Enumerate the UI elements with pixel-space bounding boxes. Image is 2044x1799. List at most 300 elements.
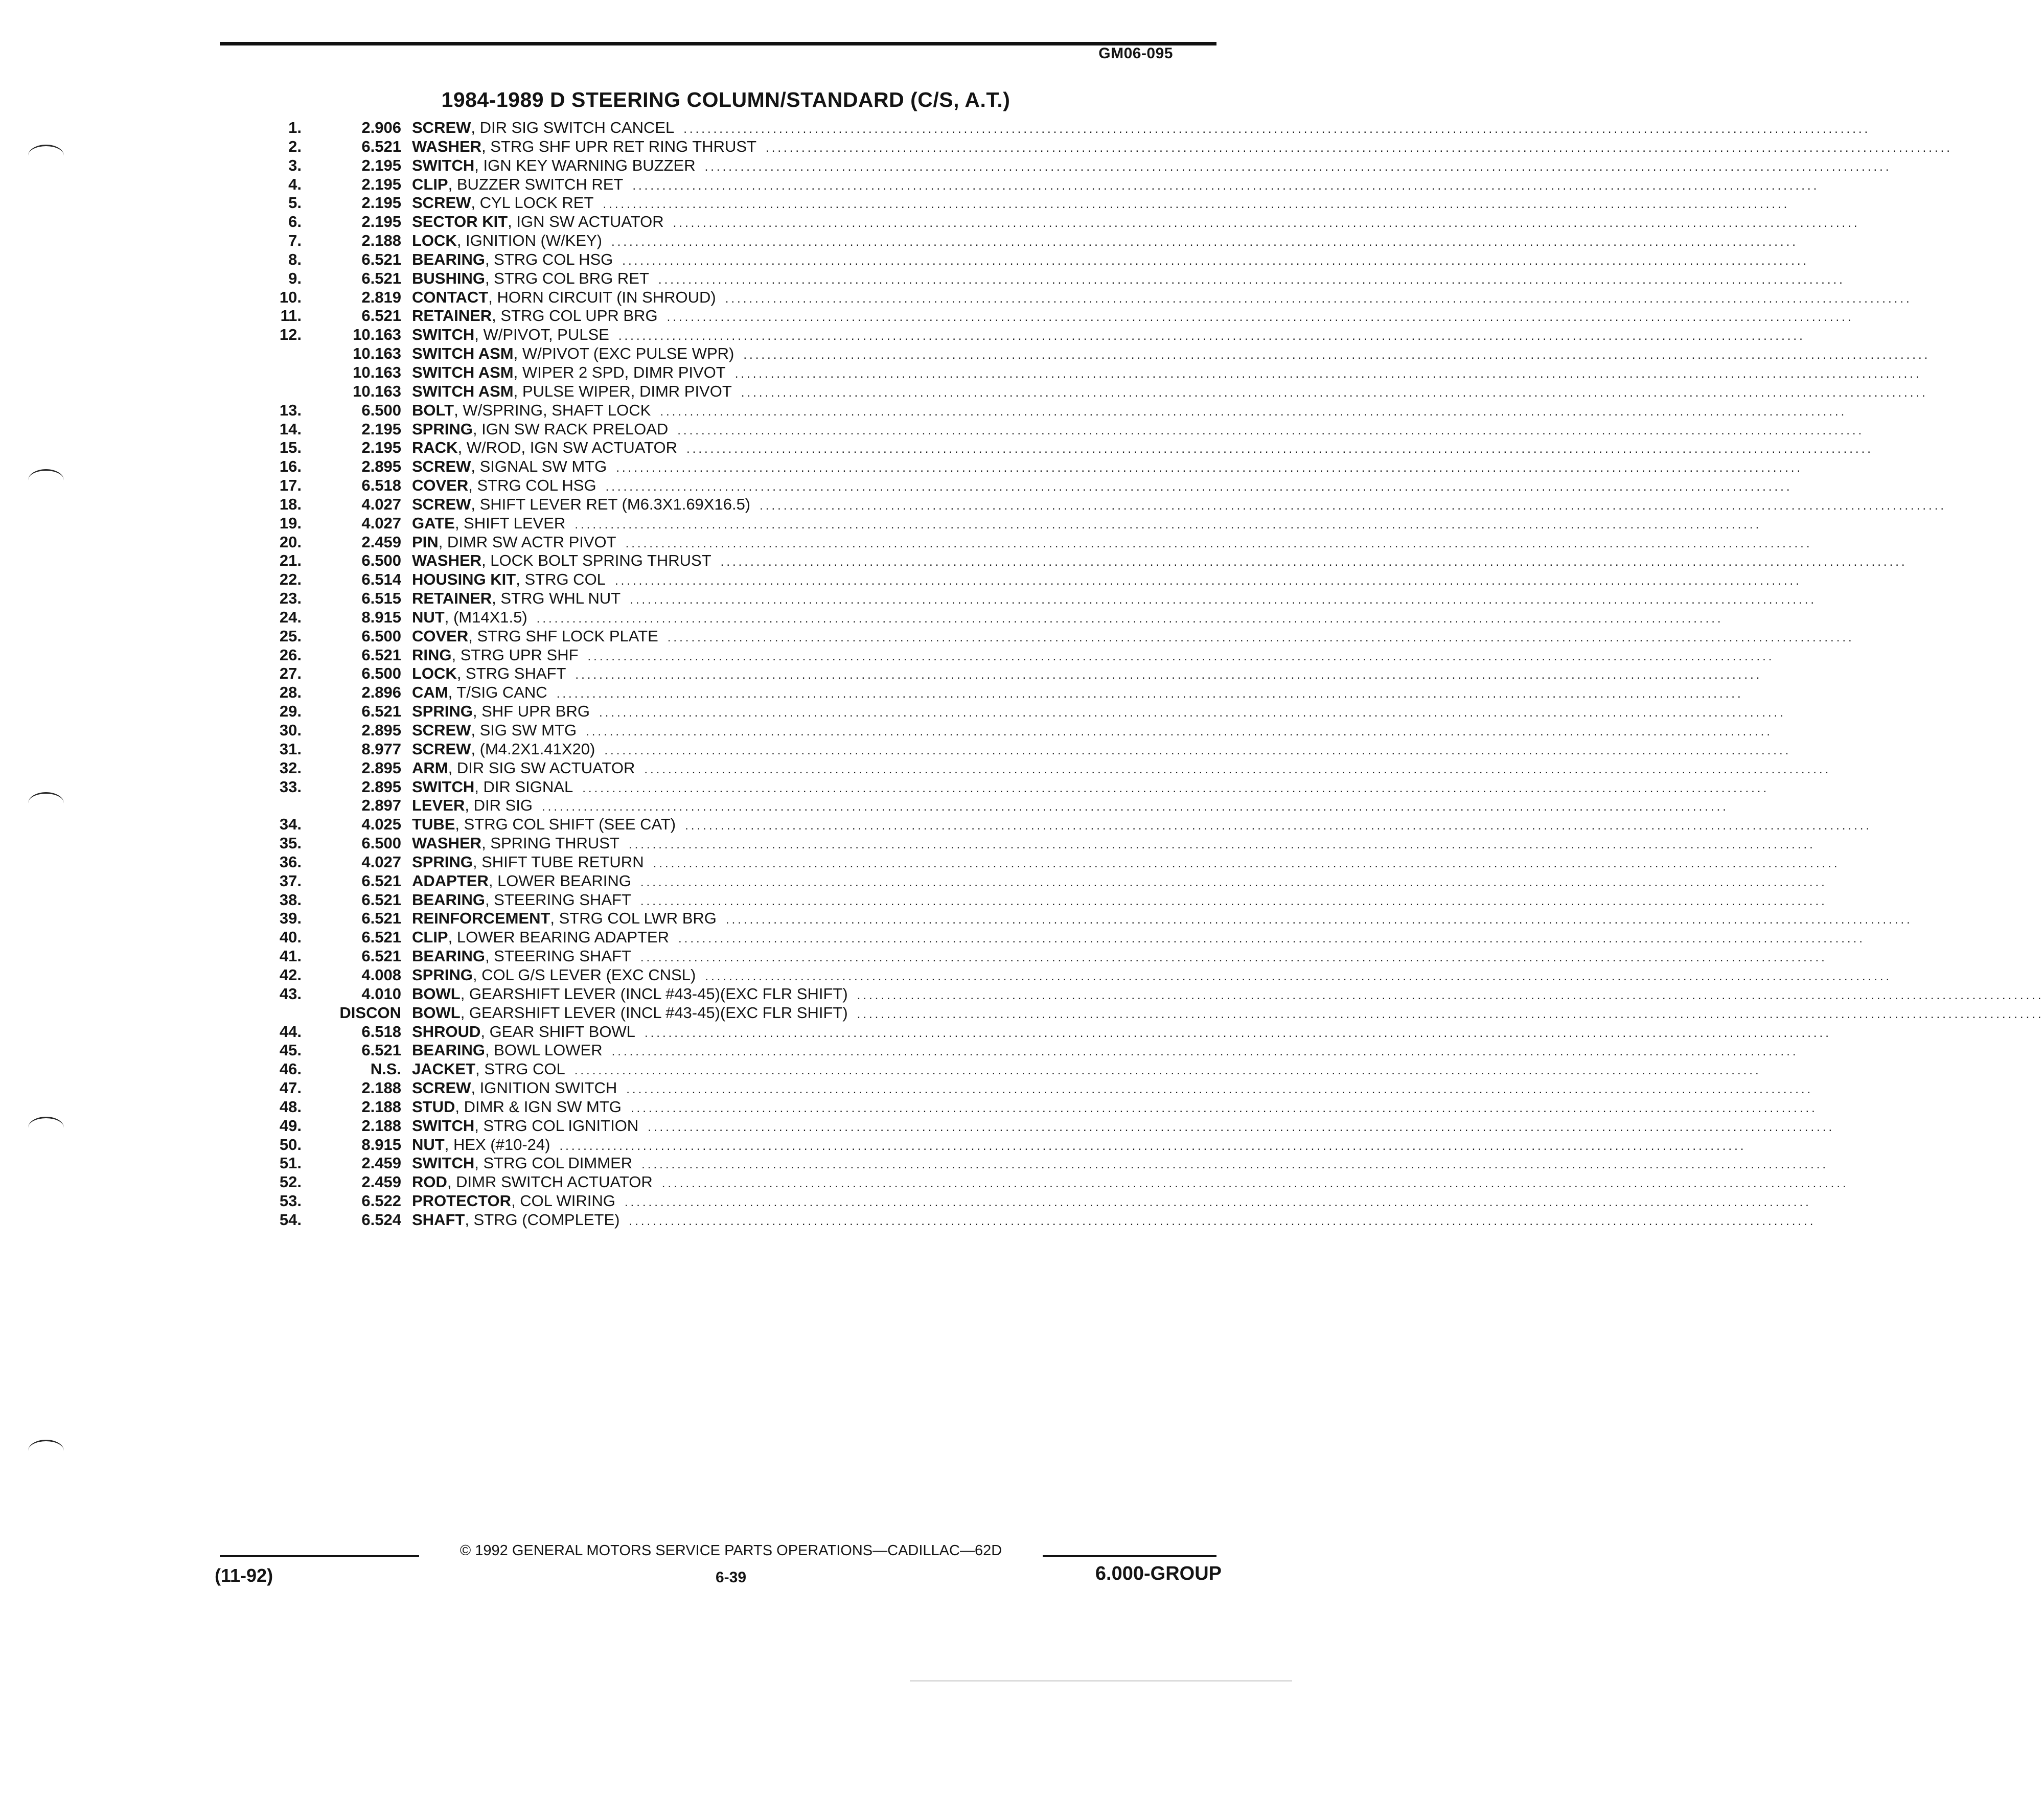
part-detail: , IGN KEY WARNING BUZZER	[474, 156, 696, 174]
part-description	[412, 533, 1812, 553]
item-number: 24.	[279, 608, 302, 626]
part-detail: , STRG COL HSG	[485, 250, 613, 268]
part-name: SWITCH	[412, 1116, 475, 1135]
part-name: TUBE	[412, 815, 455, 834]
part-name: BEARING	[412, 890, 485, 909]
dot-leader: .......................................................................................................................................................................................................	[605, 480, 1793, 494]
part-description	[412, 119, 1871, 139]
dot-leader: .......................................................................................................................................................................................................	[628, 838, 1816, 852]
part-description	[412, 815, 1872, 835]
dot-leader: .......................................................................................................................................................................................................	[559, 1139, 1747, 1153]
part-detail: , BOWL LOWER	[485, 1041, 603, 1059]
group-number: 10.163	[353, 326, 401, 344]
part-detail: , STEERING SHAFT	[485, 947, 631, 965]
group-number: 6.521	[361, 1041, 401, 1059]
item-number: 40.	[279, 928, 302, 947]
part-detail: , IGN SW RACK PRELOAD	[472, 420, 669, 438]
part-description	[412, 194, 1790, 214]
part-detail: , (M4.2X1.41X20)	[471, 740, 595, 758]
item-number: 25.	[279, 627, 302, 645]
part-detail: , IGNITION (W/KEY)	[456, 232, 602, 250]
part-detail: , SIG SW MTG	[471, 721, 577, 739]
part-detail: , SHIFT LEVER RET (M6.3X1.69X16.5)	[471, 495, 751, 513]
item-number: 41.	[279, 947, 302, 965]
item-number: 29.	[279, 702, 302, 721]
part-detail: , DIMR SWITCH ACTUATOR	[447, 1173, 653, 1191]
item-number: 7.	[288, 232, 302, 250]
parts-row	[240, 551, 1908, 570]
part-name: BOLT	[412, 401, 454, 419]
part-description	[412, 1097, 1818, 1118]
group-number: 6.518	[361, 1022, 401, 1041]
parts-row	[240, 476, 1793, 495]
part-name: SPRING	[412, 852, 473, 871]
item-number: 51.	[279, 1154, 302, 1172]
group-number: 2.895	[361, 777, 401, 796]
item-number: 6.	[288, 213, 302, 231]
part-detail: , STRG COL LWR BRG	[550, 909, 717, 928]
parts-row	[240, 269, 1845, 288]
part-detail: , STEERING SHAFT	[485, 890, 631, 909]
dot-leader: .......................................................................................................................................................................................................	[660, 404, 1847, 419]
part-description	[412, 777, 1770, 798]
part-description	[412, 1116, 1835, 1137]
part-detail: , W/SPRING, SHAFT LOCK	[454, 401, 651, 419]
part-detail: , (M14X1.5)	[444, 608, 527, 626]
part-name: NUT	[412, 1135, 445, 1154]
item-number: 44.	[279, 1022, 302, 1041]
dot-leader: .......................................................................................................................................................................................................	[632, 178, 1820, 193]
part-name: SCREW	[412, 740, 471, 758]
part-description	[412, 1154, 1829, 1174]
parts-row	[240, 1060, 1761, 1079]
parts-row	[240, 119, 1871, 137]
item-number: 26.	[279, 645, 302, 664]
part-detail: , STRG COL SHIFT (SEE CAT)	[455, 815, 676, 834]
group-number: 4.027	[361, 514, 401, 532]
group-number: 6.515	[361, 589, 401, 608]
part-detail: , STRG SHF UPR RET RING THRUST	[481, 137, 757, 155]
dot-leader: .......................................................................................................................................................................................................	[677, 423, 1865, 437]
group-number: 2.895	[361, 457, 401, 476]
part-name: LOCK	[412, 232, 457, 250]
dot-leader: .......................................................................................................................................................................................................	[626, 1082, 1813, 1097]
part-detail: , SPRING THRUST	[481, 834, 619, 852]
part-description	[412, 1192, 1811, 1212]
part-detail: , STRG COL HSG	[468, 476, 596, 495]
part-detail: , DIMR SW ACTR PIVOT	[438, 533, 616, 551]
parts-row	[240, 645, 1775, 665]
parts-row	[240, 1041, 1799, 1060]
part-detail: , STRG COL	[475, 1060, 565, 1078]
parts-row	[240, 250, 1809, 269]
part-name: WASHER	[412, 137, 482, 155]
group-number: 6.521	[361, 645, 401, 664]
dot-leader: .......................................................................................................................................................................................................	[667, 310, 1854, 325]
copyright-line: © 1992 GENERAL MOTORS SERVICE PARTS OPERATIONS—CADILLAC—62D	[460, 1542, 1002, 1559]
part-description	[412, 514, 1762, 534]
part-description	[412, 439, 1873, 458]
dot-leader: .......................................................................................................................................................................................................	[667, 630, 1854, 644]
item-number: 8.	[288, 250, 302, 268]
part-detail: , STRG UPR SHF	[451, 645, 579, 664]
dot-leader: .......................................................................................................................................................................................................	[574, 1064, 1761, 1078]
item-number: 30.	[279, 721, 302, 739]
part-name: SPRING	[412, 702, 473, 721]
item-number: 15.	[279, 439, 302, 457]
part-name: SCREW	[412, 457, 471, 476]
item-number: 3.	[288, 156, 302, 174]
dot-leader: .......................................................................................................................................................................................................	[586, 725, 1773, 739]
part-description	[412, 834, 1816, 854]
page-title: 1984-1989 D STEERING COLUMN/STANDARD (C/S, A.T.)	[441, 88, 1010, 111]
part-name: REINFORCEMENT	[412, 909, 550, 928]
group-number: 6.518	[361, 476, 401, 495]
group-number: 6.500	[361, 627, 401, 645]
part-detail: , STRG COL UPR BRG	[492, 307, 658, 325]
group-number: 2.195	[361, 213, 401, 231]
group-number: 4.025	[361, 815, 401, 834]
group-number: 6.514	[361, 570, 401, 589]
part-detail: , SHIFT LEVER	[454, 514, 566, 532]
part-detail: , HEX (#10-24)	[444, 1135, 550, 1154]
part-name: SWITCH	[412, 777, 475, 796]
parts-row	[240, 1210, 1816, 1230]
group-number: 6.521	[361, 909, 401, 928]
dot-leader: .......................................................................................................................................................................................................	[857, 988, 2044, 1002]
dot-leader: .......................................................................................................................................................................................................	[720, 555, 1908, 569]
part-description	[412, 269, 1845, 289]
group-number: 2.895	[361, 758, 401, 777]
group-number: 6.521	[361, 250, 401, 268]
part-description	[412, 137, 1953, 157]
part-detail: , GEARSHIFT LEVER (INCL #43-45)(EXC FLR SHIFT)	[460, 984, 848, 1003]
dot-leader: .......................................................................................................................................................................................................	[603, 197, 1790, 212]
part-description	[412, 965, 1892, 986]
part-description	[412, 758, 1831, 779]
parts-row	[240, 1097, 1818, 1117]
part-name: PIN	[412, 533, 439, 551]
parts-row	[240, 834, 1816, 853]
document-code: GM06-095	[1098, 45, 1173, 62]
group-number: 8.915	[361, 608, 401, 626]
group-number: 2.188	[361, 1097, 401, 1116]
parts-row	[240, 1003, 2044, 1023]
part-detail: , LOWER BEARING	[488, 871, 631, 890]
part-name: PROTECTOR	[412, 1192, 512, 1210]
parts-row	[240, 589, 1817, 608]
part-description	[412, 909, 1913, 929]
dot-leader: .......................................................................................................................................................................................................	[618, 329, 1805, 343]
item-number: 21.	[279, 551, 302, 570]
part-description	[412, 1173, 1849, 1193]
group-number: 4.027	[361, 852, 401, 871]
group-number: 6.521	[361, 702, 401, 721]
part-name: SCREW	[412, 1079, 471, 1097]
part-detail: , W/PIVOT, PULSE	[474, 326, 609, 344]
item-number: 23.	[279, 589, 302, 608]
part-name: CLIP	[412, 928, 448, 947]
item-number: 36.	[279, 852, 302, 871]
item-number: 16.	[279, 457, 302, 476]
part-description	[412, 156, 1892, 176]
item-number: 19.	[279, 514, 302, 532]
part-detail: , LOCK BOLT SPRING THRUST	[481, 551, 711, 570]
part-detail: , GEARSHIFT LEVER (INCL #43-45)(EXC FLR SHIFT)	[460, 1003, 848, 1022]
part-description	[412, 947, 1827, 967]
part-description	[412, 382, 1928, 402]
part-name: RACK	[412, 439, 458, 457]
part-description	[412, 250, 1809, 270]
binder-hole-mark	[28, 792, 64, 814]
dot-leader: .......................................................................................................................................................................................................	[630, 593, 1817, 607]
part-detail: , DIR SIGNAL	[474, 777, 573, 796]
part-name: SHAFT	[412, 1210, 465, 1229]
part-description	[412, 890, 1827, 911]
part-detail: , STRG (COMPLETE)	[465, 1210, 620, 1229]
parts-row	[240, 420, 1865, 439]
part-description	[412, 852, 1840, 873]
part-name: LEVER	[412, 796, 465, 815]
dot-leader: .......................................................................................................................................................................................................	[575, 517, 1762, 532]
parts-row	[240, 947, 1827, 966]
parts-row	[240, 608, 1724, 627]
item-number: 48.	[279, 1097, 302, 1116]
group-code: 6.000-GROUP	[1095, 1563, 1222, 1584]
part-detail: , HORN CIRCUIT (IN SHROUD)	[488, 288, 716, 306]
dot-leader: .......................................................................................................................................................................................................	[542, 800, 1729, 814]
part-description	[412, 326, 1805, 345]
part-detail: , LOWER BEARING ADAPTER	[448, 928, 669, 947]
parts-row	[240, 495, 1947, 514]
part-detail: , IGNITION SWITCH	[471, 1079, 617, 1097]
item-number: 13.	[279, 401, 302, 419]
part-name: RETAINER	[412, 589, 492, 608]
part-description	[412, 627, 1854, 647]
part-detail: , COL WIRING	[511, 1192, 615, 1210]
part-description	[412, 1135, 1747, 1156]
part-name: SPRING	[412, 420, 473, 438]
group-number: 2.195	[361, 175, 401, 193]
part-description	[412, 702, 1786, 722]
parts-row	[240, 288, 1912, 307]
item-number: 39.	[279, 909, 302, 928]
parts-row	[240, 758, 1831, 778]
parts-row	[240, 721, 1773, 740]
part-name: JACKET	[412, 1060, 476, 1078]
part-detail: , IGN SW ACTUATOR	[508, 213, 664, 231]
dot-leader: .......................................................................................................................................................................................................	[556, 687, 1743, 701]
part-name: HOUSING KIT	[412, 570, 516, 589]
parts-row	[240, 1116, 1835, 1136]
group-number: DISCON	[339, 1003, 401, 1022]
dot-leader: .......................................................................................................................................................................................................	[857, 1007, 2044, 1021]
part-name: WASHER	[412, 551, 482, 570]
part-description	[412, 683, 1743, 703]
footer-rule-left	[220, 1555, 419, 1557]
group-number: 8.977	[361, 740, 401, 758]
dot-leader: .......................................................................................................................................................................................................	[678, 932, 1865, 946]
dot-leader: .......................................................................................................................................................................................................	[622, 253, 1809, 268]
part-description	[412, 551, 1908, 571]
part-name: WASHER	[412, 834, 482, 852]
parts-row	[240, 194, 1790, 213]
item-number: 1.	[288, 119, 302, 136]
group-number: 6.521	[361, 947, 401, 965]
group-number: 2.906	[361, 119, 401, 136]
item-number: 20.	[279, 533, 302, 551]
dot-leader: .......................................................................................................................................................................................................	[641, 1158, 1829, 1172]
item-number: 4.	[288, 175, 302, 193]
part-description	[412, 420, 1865, 440]
parts-row	[240, 137, 1953, 156]
group-number: 6.521	[361, 871, 401, 890]
parts-row	[240, 439, 1873, 457]
parts-row	[240, 928, 1865, 947]
parts-row	[240, 702, 1786, 721]
part-detail: , DIR SIG	[465, 796, 533, 815]
footer-rule-right	[1043, 1555, 1216, 1557]
group-number: 6.521	[361, 928, 401, 947]
part-description	[412, 457, 1803, 477]
part-name: SWITCH	[412, 326, 475, 344]
scan-artifact-line	[910, 1680, 1292, 1681]
group-number: 2.188	[361, 1079, 401, 1097]
part-name: BOWL	[412, 984, 461, 1003]
dot-leader: .......................................................................................................................................................................................................	[616, 461, 1803, 475]
part-name: ADAPTER	[412, 871, 489, 890]
group-number: 2.459	[361, 533, 401, 551]
group-number: 2.195	[361, 156, 401, 174]
group-number: 2.195	[361, 439, 401, 457]
dot-leader: .......................................................................................................................................................................................................	[683, 122, 1871, 136]
part-description	[412, 1079, 1813, 1099]
group-number: 6.521	[361, 890, 401, 909]
part-name: SWITCH ASM	[412, 363, 514, 381]
part-name: GATE	[412, 514, 455, 532]
parts-row	[240, 909, 1913, 928]
part-detail: , W/ROD, IGN SW ACTUATOR	[457, 439, 677, 457]
parts-row	[240, 683, 1743, 702]
part-detail: , STRG SHAFT	[456, 664, 566, 683]
part-detail: , DIR SIG SWITCH CANCEL	[471, 119, 675, 136]
dot-leader: .......................................................................................................................................................................................................	[741, 385, 1928, 400]
part-name: SECTOR KIT	[412, 213, 508, 231]
dot-leader: .......................................................................................................................................................................................................	[644, 1026, 1831, 1040]
part-description	[412, 570, 1802, 590]
part-description	[412, 344, 1931, 364]
part-name: BUSHING	[412, 269, 485, 287]
dot-leader: .......................................................................................................................................................................................................	[648, 1120, 1835, 1134]
part-description	[412, 213, 1860, 233]
part-detail: , SIGNAL SW MTG	[471, 457, 607, 476]
part-name: SCREW	[412, 194, 471, 212]
part-name: ARM	[412, 758, 448, 777]
dot-leader: .......................................................................................................................................................................................................	[629, 1214, 1816, 1228]
group-number: 2.819	[361, 288, 401, 306]
part-name: SWITCH ASM	[412, 344, 514, 363]
part-description	[412, 495, 1947, 515]
parts-row	[240, 984, 2044, 1004]
part-description	[412, 1022, 1831, 1043]
part-name: CONTACT	[412, 288, 489, 306]
part-description	[412, 307, 1854, 327]
item-number: 38.	[279, 890, 302, 909]
item-number: 2.	[288, 137, 302, 155]
part-detail: , STRG COL DIMMER	[474, 1154, 633, 1172]
part-detail: , STRG COL BRG RET	[485, 269, 649, 287]
parts-row	[240, 1192, 1811, 1211]
dot-leader: .......................................................................................................................................................................................................	[725, 913, 1913, 927]
group-number: 6.500	[361, 834, 401, 852]
item-number: 49.	[279, 1116, 302, 1135]
parts-row	[240, 156, 1892, 175]
parts-row	[240, 344, 1931, 363]
binder-hole-mark	[28, 1440, 64, 1462]
part-description	[412, 589, 1817, 609]
item-number: 43.	[279, 984, 302, 1003]
dot-leader: .......................................................................................................................................................................................................	[582, 781, 1770, 795]
part-description	[412, 232, 1798, 251]
part-name: SWITCH	[412, 1154, 475, 1172]
parts-row	[240, 1079, 1813, 1098]
group-number: 2.188	[361, 232, 401, 250]
parts-row	[240, 777, 1770, 797]
dot-leader: .......................................................................................................................................................................................................	[611, 235, 1798, 249]
part-description	[412, 608, 1724, 628]
part-name: LOCK	[412, 664, 457, 683]
part-detail: , STRG WHL NUT	[492, 589, 621, 608]
part-description	[412, 288, 1912, 308]
item-number: 12.	[279, 326, 302, 344]
group-number: 10.163	[353, 363, 401, 381]
part-name: COVER	[412, 627, 469, 645]
part-name: COVER	[412, 476, 469, 495]
item-number: 5.	[288, 194, 302, 212]
part-name: NUT	[412, 608, 445, 626]
part-description	[412, 175, 1820, 195]
parts-row	[240, 1135, 1747, 1155]
binder-hole-mark	[28, 145, 64, 167]
parts-row	[240, 1154, 1829, 1173]
parts-row	[240, 1173, 1849, 1192]
dot-leader: .......................................................................................................................................................................................................	[640, 951, 1827, 965]
part-detail: , PULSE WIPER, DIMR PIVOT	[513, 382, 732, 400]
group-number: 6.500	[361, 551, 401, 570]
parts-row	[240, 533, 1812, 552]
group-number: 2.195	[361, 194, 401, 212]
part-detail: , GEAR SHIFT BOWL	[480, 1022, 635, 1041]
item-number: 47.	[279, 1079, 302, 1097]
part-name: RING	[412, 645, 452, 664]
item-number: 32.	[279, 758, 302, 777]
part-description	[412, 476, 1793, 496]
dot-leader: .......................................................................................................................................................................................................	[705, 969, 1892, 983]
item-number: 22.	[279, 570, 302, 589]
item-number: 53.	[279, 1192, 302, 1210]
group-number: 2.195	[361, 420, 401, 438]
part-detail: , STRG COL IGNITION	[474, 1116, 639, 1135]
parts-row	[240, 627, 1854, 646]
binder-hole-mark	[28, 469, 64, 491]
item-number: 28.	[279, 683, 302, 702]
part-name: BEARING	[412, 250, 485, 268]
part-detail: , WIPER 2 SPD, DIMR PIVOT	[513, 363, 726, 381]
part-name: ROD	[412, 1173, 447, 1191]
parts-row	[240, 871, 1827, 891]
parts-row	[240, 570, 1802, 589]
item-number: 17.	[279, 476, 302, 495]
